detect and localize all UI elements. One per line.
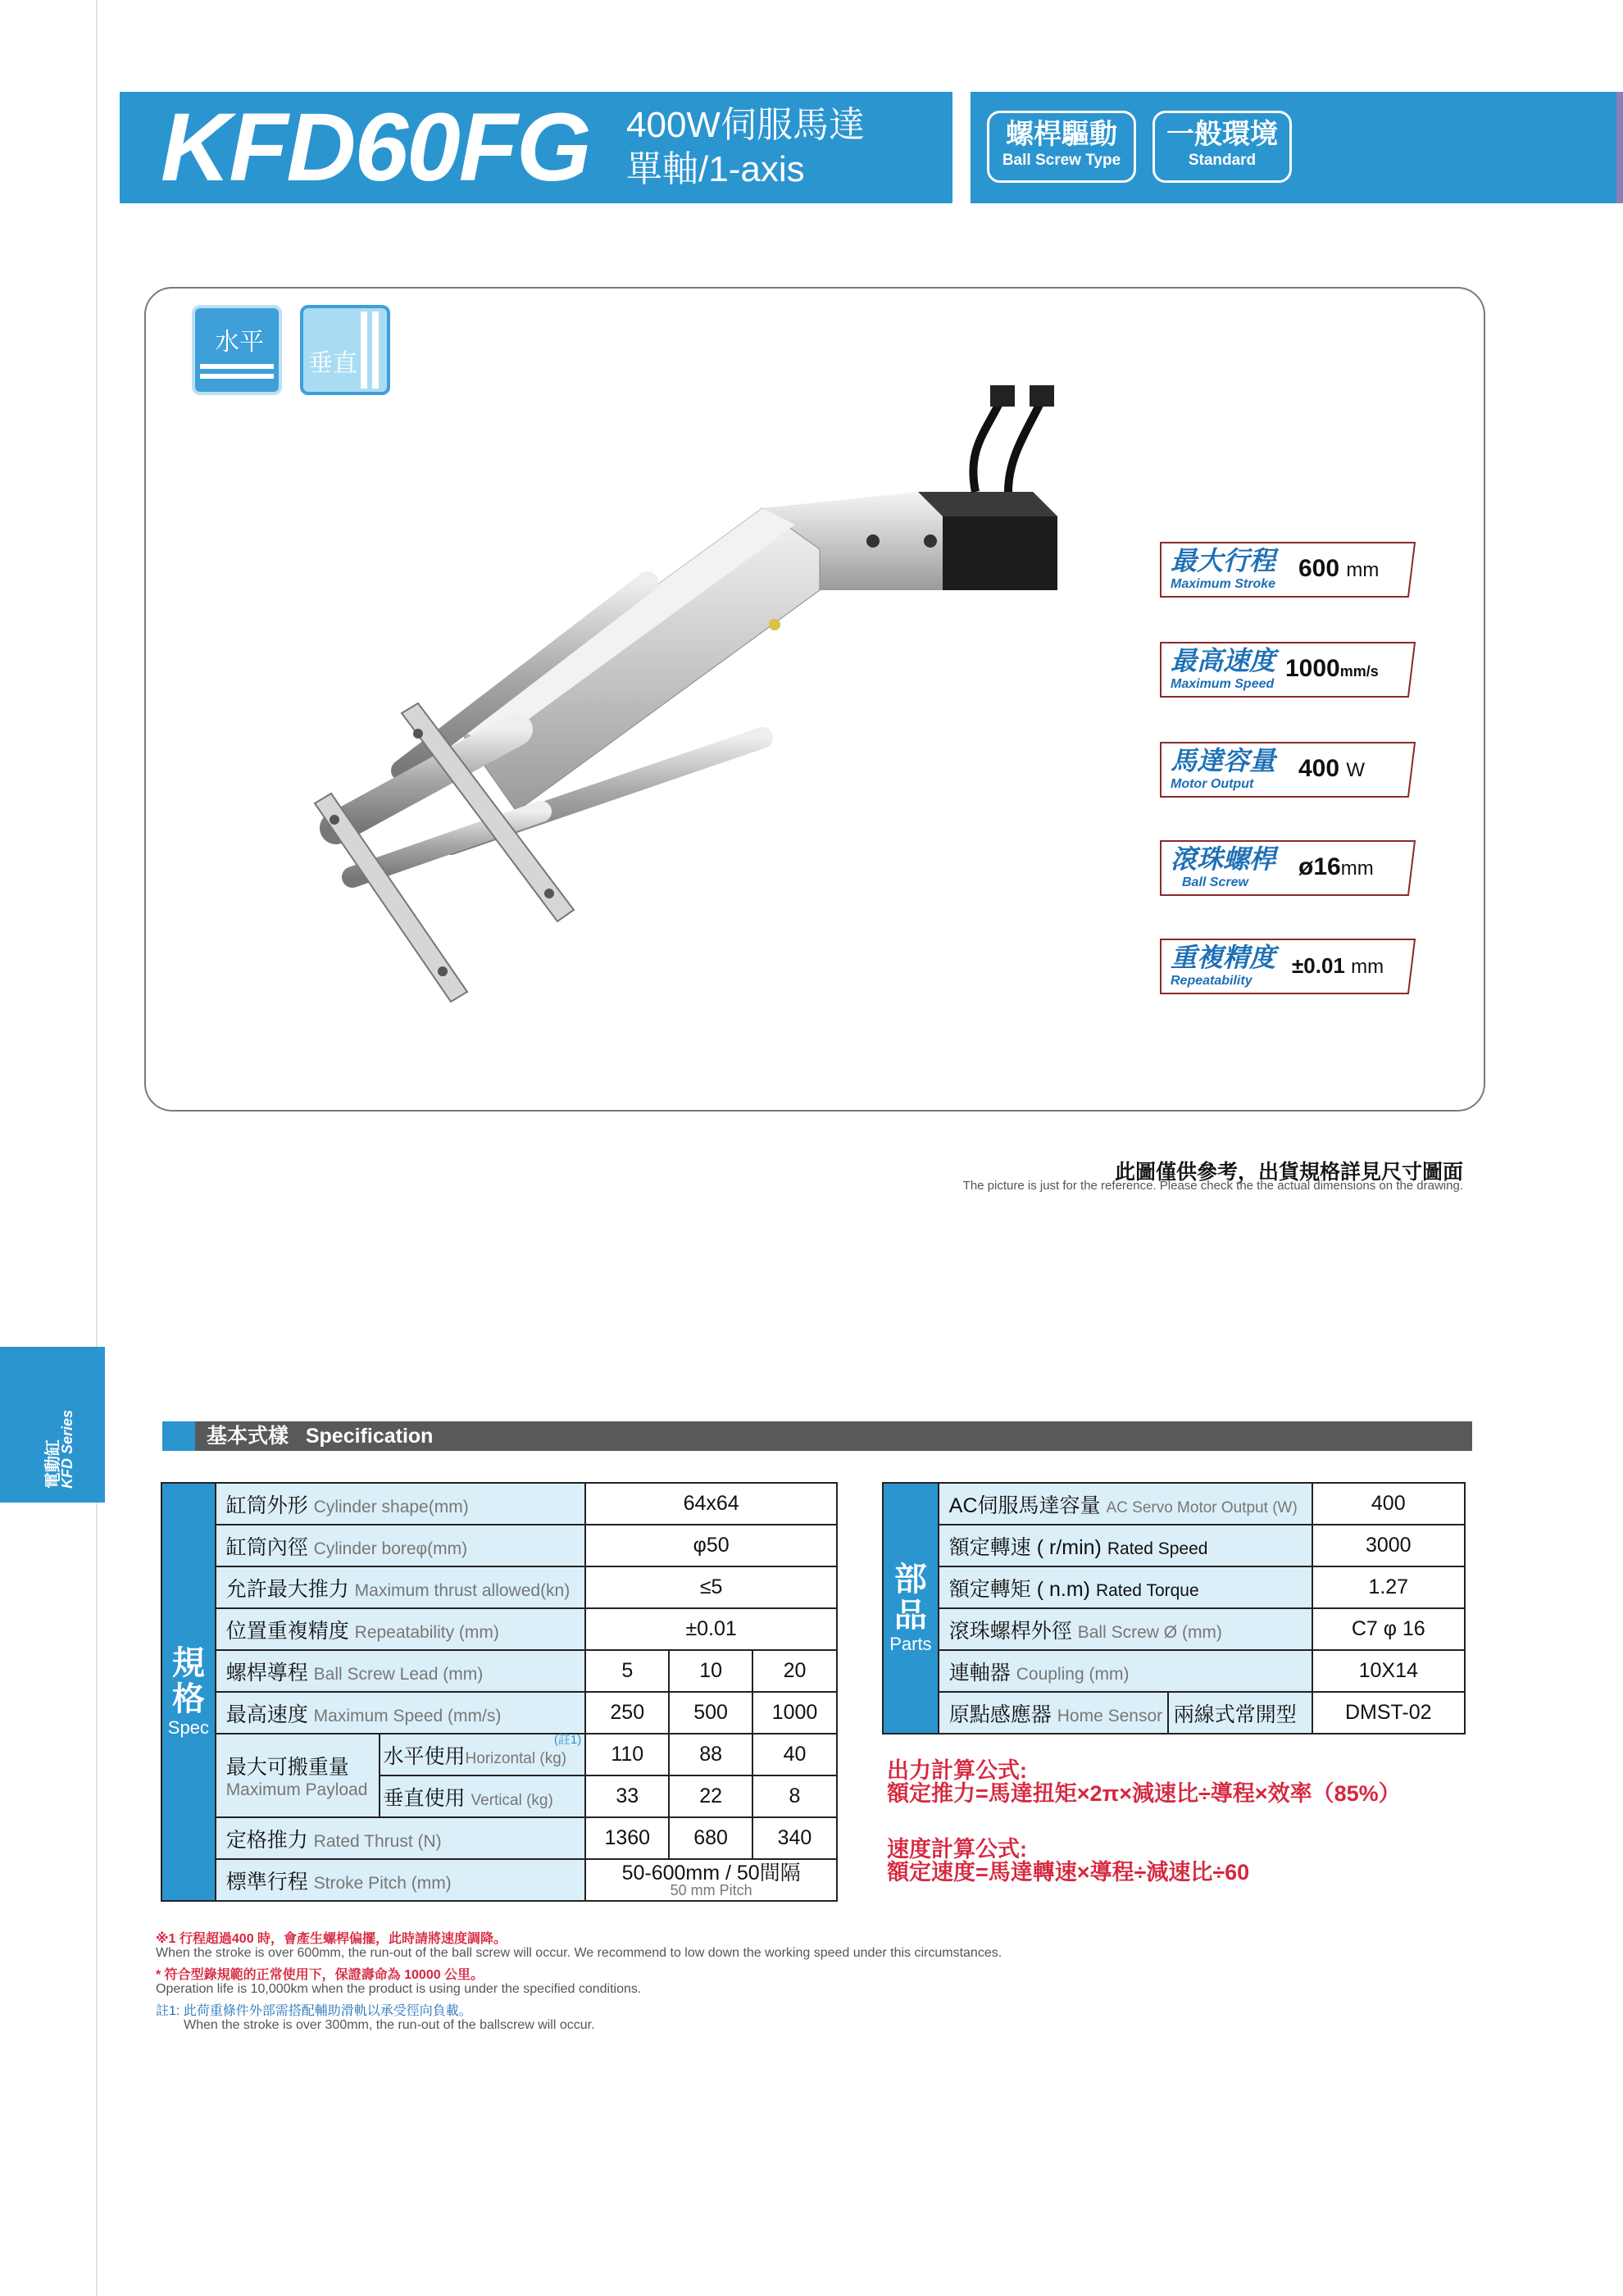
table-row: 額定轉矩 ( n.m) Rated Torque 1.27 — [883, 1566, 1465, 1608]
table-row: 最大可搬重量 Maximum Payload 水平使用Horizontal (kg) (註1) 110 88 40 — [161, 1734, 837, 1775]
note-life-cn: * 符合型錄規範的正常使用下，保證壽命為 10000 公里。 — [156, 1968, 484, 1982]
tag-max-speed — [1157, 641, 1416, 698]
parts-table — [882, 1482, 1466, 1735]
table-row: 螺桿導程 Ball Screw Lead (mm) 5 10 20 — [161, 1650, 837, 1692]
parts-group-label: 部品 Parts — [883, 1483, 939, 1734]
table-row: 允許最大推力 Maximum thrust allowed(kn) ≤5 — [161, 1566, 837, 1608]
mount-horizontal-icon — [192, 305, 282, 395]
caption-en: The picture is just for the reference. Please check the the actual dimensions on the drawing. — [962, 1179, 1463, 1193]
tag-cn: 重複精度 — [1171, 943, 1276, 972]
table-row: 原點感應器 Home Sensor 兩線式常開型 DMST-02 — [883, 1692, 1465, 1734]
tag-en: Maximum Speed — [1171, 677, 1275, 691]
table-row: 缸筒內徑 Cylinder boreφ(mm) φ50 — [161, 1525, 837, 1566]
thrust-formula: 額定推力=馬達扭矩×2π×減速比÷導程×效率（85%） — [887, 1781, 1401, 1806]
table-row: 垂直使用 Vertical (kg) 33 22 8 — [161, 1775, 837, 1817]
mount-horizontal-label: 水平 — [215, 329, 264, 356]
page-margin-line — [96, 0, 98, 2296]
spec-section-title: 基本式樣 Specification — [207, 1425, 434, 1448]
speed-formula: 額定速度=馬達轉速×導程÷減速比÷60 — [887, 1860, 1250, 1885]
tag-max-stroke — [1157, 541, 1416, 598]
tag-value: 1000mm/s — [1285, 655, 1379, 682]
tag-value: 600 mm — [1298, 555, 1380, 582]
note-payload-en: When the stroke is over 300mm, the run-out of the ballscrew will occur. — [184, 2018, 595, 2032]
tag-value: ø16mm — [1298, 853, 1374, 880]
table-row: 部品 Parts AC伺服馬達容量 AC Servo Motor Output (W) 400 — [883, 1483, 1465, 1525]
tag-ball-screw — [1157, 839, 1416, 897]
spec-group-label: 規格 Spec — [161, 1483, 216, 1901]
table-row: 最高速度 Maximum Speed (mm/s) 250 500 1000 — [161, 1692, 837, 1734]
series-cn: 電動缸 — [44, 1439, 62, 1489]
table-row: 位置重複精度 Repeatability (mm) ±0.01 — [161, 1608, 837, 1650]
table-row: 滾珠螺桿外徑 Ball Screw Ø (mm) C7 φ 16 — [883, 1608, 1465, 1650]
badge-en: Ball Screw Type — [1002, 152, 1121, 169]
table-row: 額定轉速 ( r/min) Rated Speed 3000 — [883, 1525, 1465, 1566]
note-stroke-en: When the stroke is over 600mm, the run-out of the ball screw will occur. We recommend to low down the working speed under this circumstances. — [156, 1946, 1002, 1960]
thrust-formula-title: 出力計算公式: — [887, 1758, 1027, 1783]
series-side-tab-text — [38, 1357, 95, 1489]
badge-en: Standard — [1188, 152, 1257, 169]
header-edge-accent — [1616, 92, 1623, 203]
tag-motor-output — [1157, 741, 1416, 798]
badge-standard — [1152, 111, 1292, 183]
spec-table — [161, 1482, 838, 1902]
tag-cn: 最大行程 — [1171, 546, 1276, 575]
table-row: 規格 Spec 缸筒外形 Cylinder shape(mm) 64x64 — [161, 1483, 837, 1525]
mount-vertical-icon — [300, 305, 390, 395]
tag-cn: 最高速度 — [1171, 646, 1276, 675]
caption-cn: 此圖僅供參考，出貨規格詳見尺寸圖面 — [1114, 1161, 1463, 1184]
table-row: 標準行程 Stroke Pitch (mm) 50-600mm / 50間隔 50 mm Pitch — [161, 1859, 837, 1901]
tag-repeatability — [1157, 938, 1416, 995]
model-title: KFD60FG — [161, 93, 590, 202]
tag-cn: 馬達容量 — [1171, 746, 1276, 775]
tag-en: Maximum Stroke — [1171, 577, 1276, 591]
badge-cn: 一般環境 — [1166, 119, 1278, 150]
tag-value: ±0.01 mm — [1292, 953, 1384, 978]
spec-section-accent — [162, 1421, 195, 1451]
note-payload-cn: 註1: 此荷重條件外部需搭配輔助滑軌以承受徑向負載。 — [156, 2004, 472, 2018]
mount-vertical-label: 垂直 — [308, 350, 357, 377]
badge-ball-screw-type — [987, 111, 1136, 183]
tag-value: 400 W — [1298, 755, 1366, 782]
tag-en: Repeatability — [1171, 974, 1252, 988]
subtitle-axis: 單軸/1-axis — [626, 149, 805, 189]
series-en: KFD Series — [59, 1409, 75, 1489]
tag-en: Ball Screw — [1182, 875, 1248, 889]
badge-cn: 螺桿驅動 — [1006, 119, 1117, 150]
tag-en: Motor Output — [1171, 777, 1254, 791]
subtitle-motor: 400W伺服馬達 — [626, 105, 865, 145]
actuator-product-image — [303, 385, 1082, 1025]
speed-formula-title: 速度計算公式: — [887, 1837, 1027, 1862]
note-life-en: Operation life is 10,000km when the product is using under the specified conditions. — [156, 1982, 642, 1996]
table-row: 連軸器 Coupling (mm) 10X14 — [883, 1650, 1465, 1692]
tag-cn: 滾珠螺桿 — [1171, 844, 1276, 874]
note-stroke-cn: ※1 行程超過400 時，會產生螺桿偏擺，此時請將速度調降。 — [156, 1932, 507, 1946]
table-row: 定格推力 Rated Thrust (N) 1360 680 340 — [161, 1817, 837, 1859]
